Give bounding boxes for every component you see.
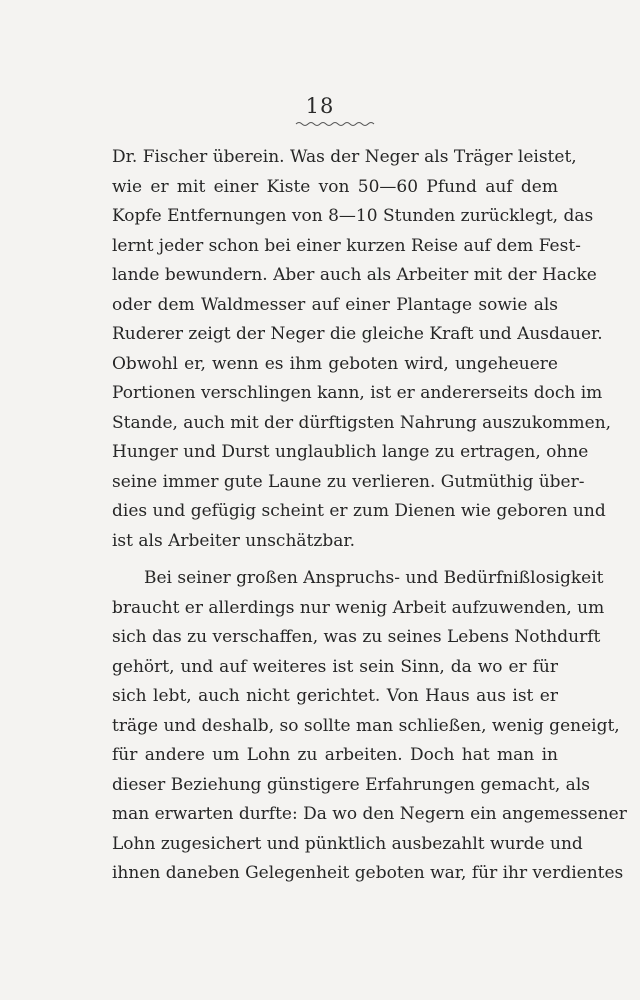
text-line: braucht er allerdings nur wenig Arbeit aufzuwenden, um — [112, 597, 605, 618]
text-line: dies und gefügig scheint er zum Dienen wie geboren und — [112, 501, 606, 521]
text-line: gehört, und auf weiteres ist sein Sinn, da wo er für — [112, 656, 558, 677]
paragraph-2 — [112, 564, 627, 889]
text-line: wie er mit einer Kiste von 50—60 Pfund auf dem — [112, 176, 558, 197]
text-line: ist als Arbeiter unschätzbar. — [112, 530, 355, 551]
text-line: Bei seiner großen Anspruchs- und Bedürfnißlosigkeit — [144, 568, 604, 588]
wavy-rule-ornament — [296, 121, 374, 127]
text-line: sich lebt, auch nicht gerichtet. Von Haus aus ist er — [112, 686, 558, 706]
text-line: lernt jeder schon bei einer kurzen Reise auf dem Fest- — [112, 235, 581, 256]
text-line: ihnen daneben Gelegenheit geboten war, für ihr verdientes — [112, 863, 624, 883]
body-text — [112, 143, 627, 889]
paragraph-1 — [112, 143, 612, 556]
text-line: Hunger und Durst unglaublich lange zu ertragen, ohne — [112, 442, 589, 462]
text-line: Ruderer zeigt der Neger die gleiche Kraft und Ausdauer. — [112, 324, 603, 344]
text-line: lande bewundern. Aber auch als Arbeiter mit der Hacke — [112, 265, 597, 285]
text-line: man erwarten durfte: Da wo den Negern ein angemessener — [112, 804, 627, 824]
page-number: 18 — [305, 94, 335, 118]
text-line: Dr. Fischer überein. Was der Neger als Träger leistet, — [112, 147, 577, 167]
text-line: Portionen verschlingen kann, ist er andererseits doch im — [112, 383, 603, 403]
text-line: Lohn zugesichert und pünktlich ausbezahlt wurde und — [112, 833, 583, 854]
text-line: dieser Beziehung günstigere Erfahrungen gemacht, als — [112, 774, 590, 795]
text-line: träge und deshalb, so sollte man schließen, wenig geneigt, — [112, 715, 620, 736]
text-line: sich das zu verschaffen, was zu seines Lebens Nothdurft — [112, 627, 601, 647]
text-line: seine immer gute Laune zu verlieren. Gutmüthig über- — [112, 471, 585, 492]
text-line: Kopfe Entfernungen von 8—10 Stunden zurücklegt, das — [112, 206, 594, 226]
text-line: Stande, auch mit der dürftigsten Nahrung auszukommen, — [112, 412, 612, 433]
text-line: für andere um Lohn zu arbeiten. Doch hat man in — [112, 745, 558, 765]
text-line: Obwohl er, wenn es ihm geboten wird, ungeheuere — [112, 353, 558, 374]
text-line: oder dem Waldmesser auf einer Plantage sowie als — [112, 294, 558, 315]
